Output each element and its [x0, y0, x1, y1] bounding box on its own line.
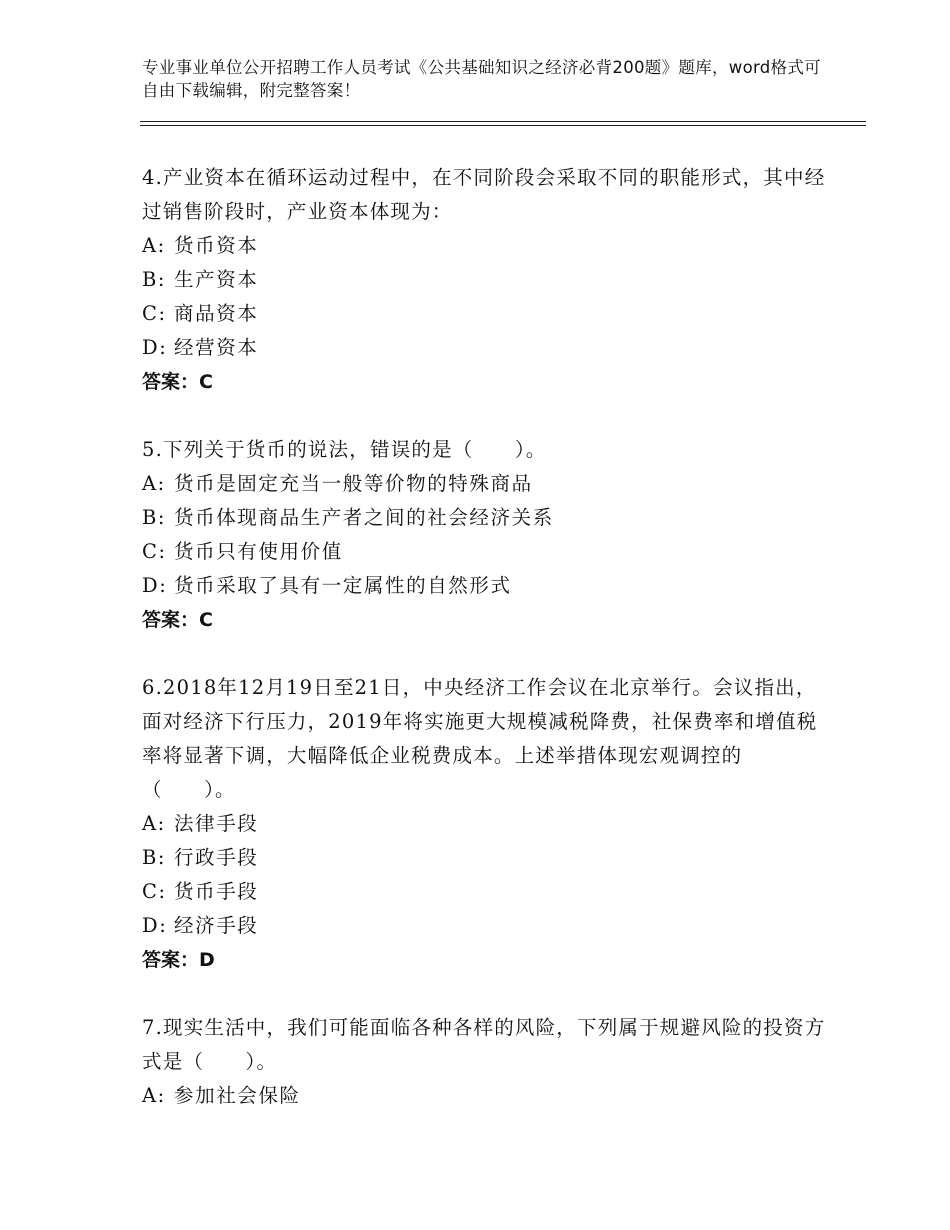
option-c: [142, 875, 832, 909]
option-letter: A:: [142, 234, 166, 257]
option-text: 货币资本: [174, 234, 259, 257]
question-4: [142, 161, 832, 399]
option-a: [142, 807, 832, 841]
option-a: [142, 467, 832, 501]
option-letter: B:: [142, 506, 167, 529]
option-letter: A:: [142, 812, 166, 835]
option-text: 生产资本: [174, 268, 259, 291]
option-text: 法律手段: [174, 812, 259, 835]
option-text: 货币采取了具有一定属性的自然形式: [174, 574, 512, 597]
option-d: [142, 331, 832, 365]
option-b: [142, 501, 832, 535]
option-d: [142, 909, 832, 943]
option-text: 货币体现商品生产者之间的社会经济关系: [174, 506, 554, 529]
question-text: 7.现实生活中，我们可能面临各种各样的风险，下列属于规避风险的投资方式是（ ）。: [142, 1016, 826, 1073]
question-6: [142, 671, 832, 977]
question-list: [142, 161, 832, 1147]
option-text: 参加社会保险: [174, 1084, 301, 1107]
option-b: [142, 841, 832, 875]
question-text: 6.2018年12月19日至21日，中央经济工作会议在北京举行。会议指出，面对经济下行压力，2019年将实施更大规模减税降费，社保费率和增值税率将显著下调，大幅降低企业税费成本。上述举措体现宏观调控的（ ）。: [142, 676, 818, 801]
option-letter: C:: [142, 302, 167, 325]
option-letter: B:: [142, 268, 167, 291]
option-text: 货币只有使用价值: [174, 540, 343, 563]
option-letter: C:: [142, 540, 167, 563]
question-text: 4.产业资本在循环运动过程中，在不同阶段会采取不同的职能形式，其中经过销售阶段时，产业资本体现为：: [142, 166, 826, 223]
option-letter: A:: [142, 472, 166, 495]
option-text: 行政手段: [174, 846, 259, 869]
option-c: [142, 297, 832, 331]
header-divider-top: [140, 121, 866, 122]
question-text: 5.下列关于货币的说法，错误的是（ ）。: [142, 438, 547, 461]
answer-label: 答案：D: [142, 949, 215, 971]
option-text: 商品资本: [174, 302, 259, 325]
option-text: 货币手段: [174, 880, 259, 903]
option-letter: A:: [142, 1084, 166, 1107]
option-letter: D:: [142, 914, 168, 937]
question-5: [142, 433, 832, 637]
option-d: [142, 569, 832, 603]
document-header: 专业事业单位公开招聘工作人员考试《公共基础知识之经济必背200题》题库，word格式可自由下载编辑，附完整答案！: [142, 58, 821, 100]
answer-label: 答案：C: [142, 609, 213, 631]
option-text: 经营资本: [174, 336, 259, 359]
option-letter: D:: [142, 336, 168, 359]
option-text: 货币是固定充当一般等价物的特殊商品: [174, 472, 533, 495]
header-divider-bottom: [140, 125, 866, 126]
option-letter: C:: [142, 880, 167, 903]
question-7: [142, 1011, 832, 1113]
answer-label: 答案：C: [142, 371, 213, 393]
option-b: [142, 263, 832, 297]
option-text: 经济手段: [174, 914, 259, 937]
option-a: [142, 1079, 832, 1113]
option-letter: B:: [142, 846, 167, 869]
option-a: [142, 229, 832, 263]
option-letter: D:: [142, 574, 168, 597]
option-c: [142, 535, 832, 569]
